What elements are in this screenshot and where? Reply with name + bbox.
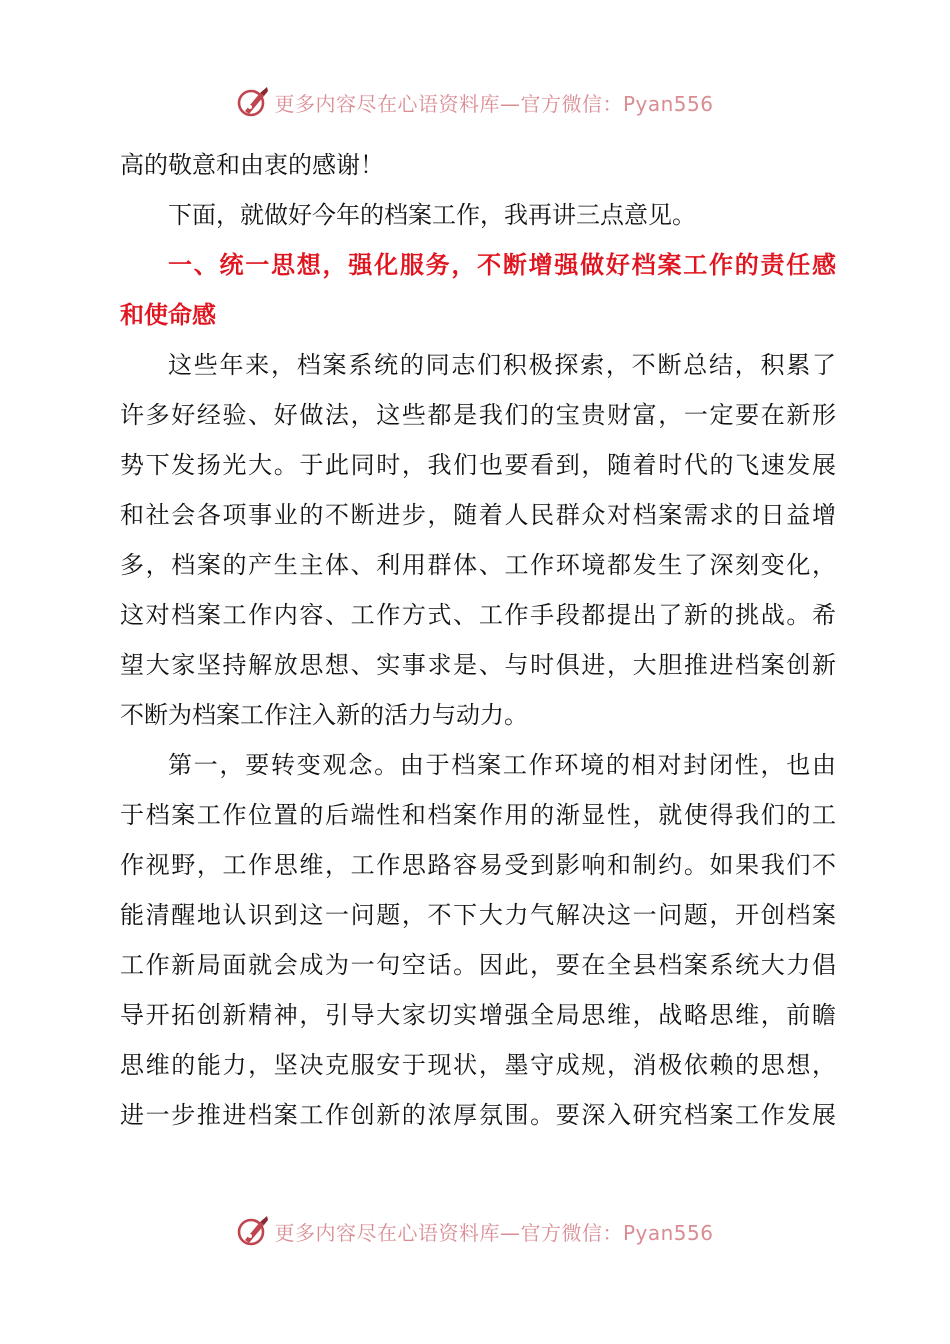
paragraph-line: 和社会各项事业的不断进步，随着人民群众对档案需求的日益增 xyxy=(120,501,836,529)
footer-watermark xyxy=(0,1209,950,1253)
paragraph-line: 作视野，工作思维，工作思路容易受到影响和制约。如果我们不 xyxy=(120,851,836,879)
paragraph-line: 这对档案工作内容、工作方式、工作手段都提出了新的挑战。希 xyxy=(120,601,836,629)
paragraph-line: 于档案工作位置的后端性和档案作用的渐显性，就使得我们的工 xyxy=(120,801,836,829)
pen-nib-logo-icon xyxy=(236,1214,270,1248)
section-heading-line-1: 一、统一思想，强化服务，不断增强做好档案工作的责任感 xyxy=(168,251,836,279)
document-body xyxy=(120,140,836,1140)
paragraph-line: 进一步推进档案工作创新的浓厚氛围。要深入研究档案工作发展 xyxy=(120,1101,836,1129)
header-watermark xyxy=(0,80,950,124)
paragraph-line: 这些年来，档案系统的同志们积极探索，不断总结，积累了 xyxy=(168,351,836,379)
paragraph-line: 势下发扬光大。于此同时，我们也要看到，随着时代的飞速发展 xyxy=(120,451,836,479)
body-line-1: 高的敬意和由衷的感谢！ xyxy=(120,151,384,179)
paragraph-line: 不断为档案工作注入新的活力与动力。 xyxy=(120,701,528,729)
watermark-text: 更多内容尽在心语资料库—官方微信：Pyan556 xyxy=(274,91,714,116)
paragraph-line: 多，档案的产生主体、利用群体、工作环境都发生了深刻变化， xyxy=(120,551,836,579)
watermark-text: 更多内容尽在心语资料库—官方微信：Pyan556 xyxy=(274,1220,714,1245)
pen-nib-logo-icon xyxy=(236,85,270,119)
paragraph-line: 能清醒地认识到这一问题，不下大力气解决这一问题，开创档案 xyxy=(120,901,836,929)
paragraph-line: 思维的能力，坚决克服安于现状，墨守成规，消极依赖的思想， xyxy=(120,1051,836,1079)
paragraph-line: 许多好经验、好做法，这些都是我们的宝贵财富，一定要在新形 xyxy=(120,401,836,429)
paragraph-line: 工作新局面就会成为一句空话。因此，要在全县档案系统大力倡 xyxy=(120,951,836,979)
body-line-2: 下面，就做好今年的档案工作，我再讲三点意见。 xyxy=(168,201,696,229)
paragraph-line: 导开拓创新精神，引导大家切实增强全局思维，战略思维，前瞻 xyxy=(120,1001,836,1029)
paragraph-line: 第一，要转变观念。由于档案工作环境的相对封闭性，也由 xyxy=(168,751,836,779)
section-heading-line-2: 和使命感 xyxy=(120,301,216,329)
paragraph-line: 望大家坚持解放思想、实事求是、与时俱进，大胆推进档案创新 xyxy=(120,651,836,679)
